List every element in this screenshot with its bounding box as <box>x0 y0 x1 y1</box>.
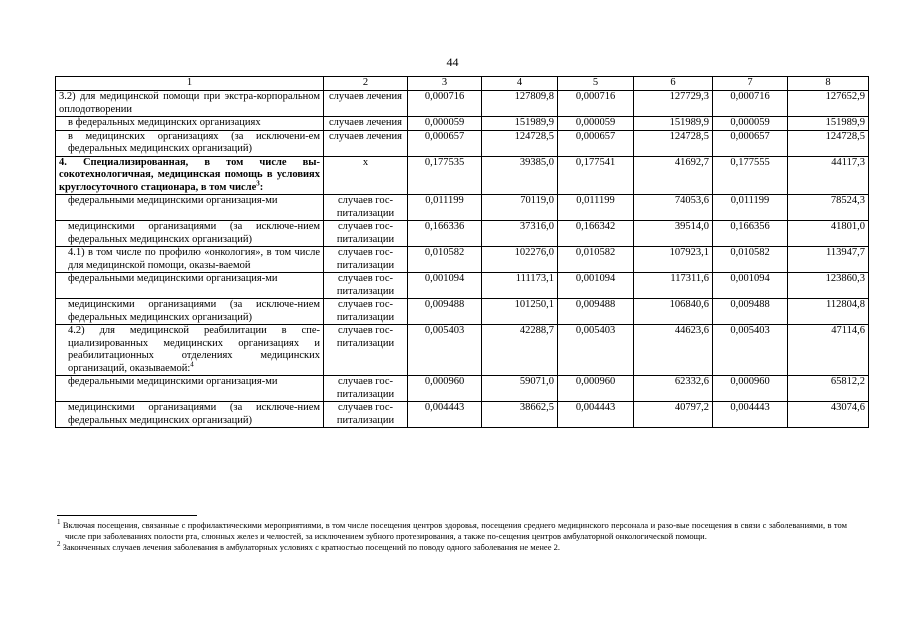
value-cell: 0,001094 <box>408 273 482 299</box>
unit-cell: случаев лечения <box>324 117 408 131</box>
value-cell: 151989,9 <box>788 117 869 131</box>
header-cell: 6 <box>634 77 713 91</box>
row-label: федеральными медицинскими организация-ми <box>56 376 324 402</box>
value-cell: 124728,5 <box>482 130 558 156</box>
row-label: в федеральных медицинских организациях <box>56 117 324 131</box>
header-cell: 8 <box>788 77 869 91</box>
table-row <box>56 221 869 247</box>
unit-cell: случаев гос-питализации <box>324 195 408 221</box>
value-cell: 0,005403 <box>558 325 634 376</box>
unit-cell: х <box>324 156 408 195</box>
value-cell: 0,001094 <box>713 273 788 299</box>
value-cell: 107923,1 <box>634 247 713 273</box>
column-number-header <box>56 77 869 91</box>
row-label: федеральными медицинскими организация-ми <box>56 195 324 221</box>
value-cell: 102276,0 <box>482 247 558 273</box>
table-row <box>56 156 869 195</box>
table-row <box>56 299 869 325</box>
footnote-mark: 2 <box>57 540 61 549</box>
value-cell: 65812,2 <box>788 376 869 402</box>
value-cell: 124728,5 <box>788 130 869 156</box>
value-cell: 39385,0 <box>482 156 558 195</box>
value-cell: 127809,8 <box>482 91 558 117</box>
value-cell: 0,000059 <box>713 117 788 131</box>
unit-cell: случаев гос-питализации <box>324 376 408 402</box>
header-cell: 1 <box>56 77 324 91</box>
row-label-text: 4. Специализированная, в том числе вы-сокотехнологичная, медицинская помощь в условиях круглосуточного стационара, в том числе <box>59 156 320 193</box>
row-label: 4.1) в том числе по профилю «онкология», в том числе для медицинской помощи, оказы-ваемой <box>56 247 324 273</box>
table-row <box>56 376 869 402</box>
value-cell: 0,166356 <box>713 221 788 247</box>
value-cell: 151989,9 <box>634 117 713 131</box>
value-cell: 0,000716 <box>408 91 482 117</box>
value-cell: 70119,0 <box>482 195 558 221</box>
table-row <box>56 247 869 273</box>
header-cell: 3 <box>408 77 482 91</box>
value-cell: 44117,3 <box>788 156 869 195</box>
table-row <box>56 402 869 428</box>
value-cell: 0,009488 <box>408 299 482 325</box>
value-cell: 111173,1 <box>482 273 558 299</box>
footnote-divider <box>57 515 197 516</box>
value-cell: 101250,1 <box>482 299 558 325</box>
footnote-mark: 1 <box>57 518 61 527</box>
value-cell: 41692,7 <box>634 156 713 195</box>
footnote-item <box>57 542 847 553</box>
value-cell: 0,010582 <box>558 247 634 273</box>
row-label: медицинскими организациями (за исключе-нием федеральных медицинских организаций) <box>56 221 324 247</box>
footnotes <box>57 520 847 553</box>
value-cell: 0,011199 <box>408 195 482 221</box>
value-cell: 0,009488 <box>558 299 634 325</box>
unit-cell: случаев лечения <box>324 91 408 117</box>
footnote-item <box>57 520 847 542</box>
unit-cell: случаев гос-питализации <box>324 221 408 247</box>
value-cell: 0,166342 <box>558 221 634 247</box>
value-cell: 0,005403 <box>713 325 788 376</box>
value-cell: 0,000059 <box>408 117 482 131</box>
page-number: 44 <box>446 55 459 69</box>
value-cell: 0,000657 <box>408 130 482 156</box>
row-label: медицинскими организациями (за исключе-нием федеральных медицинских организаций) <box>56 299 324 325</box>
value-cell: 0,005403 <box>408 325 482 376</box>
unit-cell: случаев гос-питализации <box>324 325 408 376</box>
value-cell: 74053,6 <box>634 195 713 221</box>
value-cell: 47114,6 <box>788 325 869 376</box>
value-cell: 0,010582 <box>408 247 482 273</box>
value-cell: 0,166336 <box>408 221 482 247</box>
row-label <box>56 156 324 195</box>
value-cell: 113947,7 <box>788 247 869 273</box>
header-cell: 7 <box>713 77 788 91</box>
value-cell: 40797,2 <box>634 402 713 428</box>
table-row <box>56 117 869 131</box>
value-cell: 0,011199 <box>558 195 634 221</box>
value-cell: 117311,6 <box>634 273 713 299</box>
value-cell: 0,000059 <box>558 117 634 131</box>
unit-cell: случаев гос-питализации <box>324 273 408 299</box>
value-cell: 0,177541 <box>558 156 634 195</box>
value-cell: 127652,9 <box>788 91 869 117</box>
value-cell: 0,177555 <box>713 156 788 195</box>
value-cell: 0,000960 <box>408 376 482 402</box>
row-label <box>56 325 324 376</box>
value-cell: 0,009488 <box>713 299 788 325</box>
table-row <box>56 91 869 117</box>
unit-cell: случаев лечения <box>324 130 408 156</box>
value-cell: 0,000657 <box>713 130 788 156</box>
footnote-ref: 4 <box>190 360 194 368</box>
value-cell: 0,004443 <box>408 402 482 428</box>
value-cell: 0,011199 <box>713 195 788 221</box>
value-cell: 0,000657 <box>558 130 634 156</box>
value-cell: 0,000716 <box>713 91 788 117</box>
value-cell: 151989,9 <box>482 117 558 131</box>
value-cell: 124728,5 <box>634 130 713 156</box>
footnote-ref: 3 <box>256 179 260 187</box>
value-cell: 59071,0 <box>482 376 558 402</box>
header-cell: 4 <box>482 77 558 91</box>
unit-cell: случаев гос-питализации <box>324 247 408 273</box>
value-cell: 43074,6 <box>788 402 869 428</box>
unit-cell: случаев гос-питализации <box>324 299 408 325</box>
row-label: в медицинских организациях (за исключени-ем федеральных медицинских организаций) <box>56 130 324 156</box>
value-cell: 0,010582 <box>713 247 788 273</box>
unit-cell: случаев гос-питализации <box>324 402 408 428</box>
value-cell: 37316,0 <box>482 221 558 247</box>
row-label: федеральными медицинскими организация-ми <box>56 273 324 299</box>
table-row <box>56 195 869 221</box>
value-cell: 41801,0 <box>788 221 869 247</box>
row-label: 3.2) для медицинской помощи при экстра-корпоральном оплодотворении <box>56 91 324 117</box>
value-cell: 42288,7 <box>482 325 558 376</box>
value-cell: 0,177535 <box>408 156 482 195</box>
footnote-text: Включая посещения, связанные с профилактическими мероприятиями, в том числе посещения центров здоровья, посещения среднего медицинского персонала и разо-вые посещения в связи с заболеваниями, в том числе при заболеваниях полости рта, слюнных желез и челюстей, за исключением зубного протезирования, а также по-сещения центров амбулаторной онкологической помощи. <box>62 520 847 541</box>
value-cell: 39514,0 <box>634 221 713 247</box>
value-cell: 106840,6 <box>634 299 713 325</box>
header-cell: 2 <box>324 77 408 91</box>
table-row <box>56 130 869 156</box>
value-cell: 112804,8 <box>788 299 869 325</box>
value-cell: 62332,6 <box>634 376 713 402</box>
value-cell: 0,000716 <box>558 91 634 117</box>
value-cell: 0,004443 <box>713 402 788 428</box>
value-cell: 0,000960 <box>558 376 634 402</box>
standards-table <box>55 76 869 428</box>
table-row <box>56 325 869 376</box>
value-cell: 127729,3 <box>634 91 713 117</box>
value-cell: 78524,3 <box>788 195 869 221</box>
row-label-suffix: : <box>259 181 264 193</box>
value-cell: 0,001094 <box>558 273 634 299</box>
row-label-text: 4.2) для медицинской реабилитации в спе-циализированных медицинских организациях и реабилитационных отделениях медицинских организаций, оказываемой: <box>68 325 320 374</box>
table-row <box>56 273 869 299</box>
header-cell: 5 <box>558 77 634 91</box>
footnote-text: Законченных случаев лечения заболевания в амбулаторных условиях с кратностью посещений по поводу одного заболевания не менее 2. <box>62 542 560 552</box>
row-label: медицинскими организациями (за исключе-нием федеральных медицинских организаций) <box>56 402 324 428</box>
value-cell: 0,004443 <box>558 402 634 428</box>
value-cell: 38662,5 <box>482 402 558 428</box>
value-cell: 123860,3 <box>788 273 869 299</box>
value-cell: 44623,6 <box>634 325 713 376</box>
value-cell: 0,000960 <box>713 376 788 402</box>
